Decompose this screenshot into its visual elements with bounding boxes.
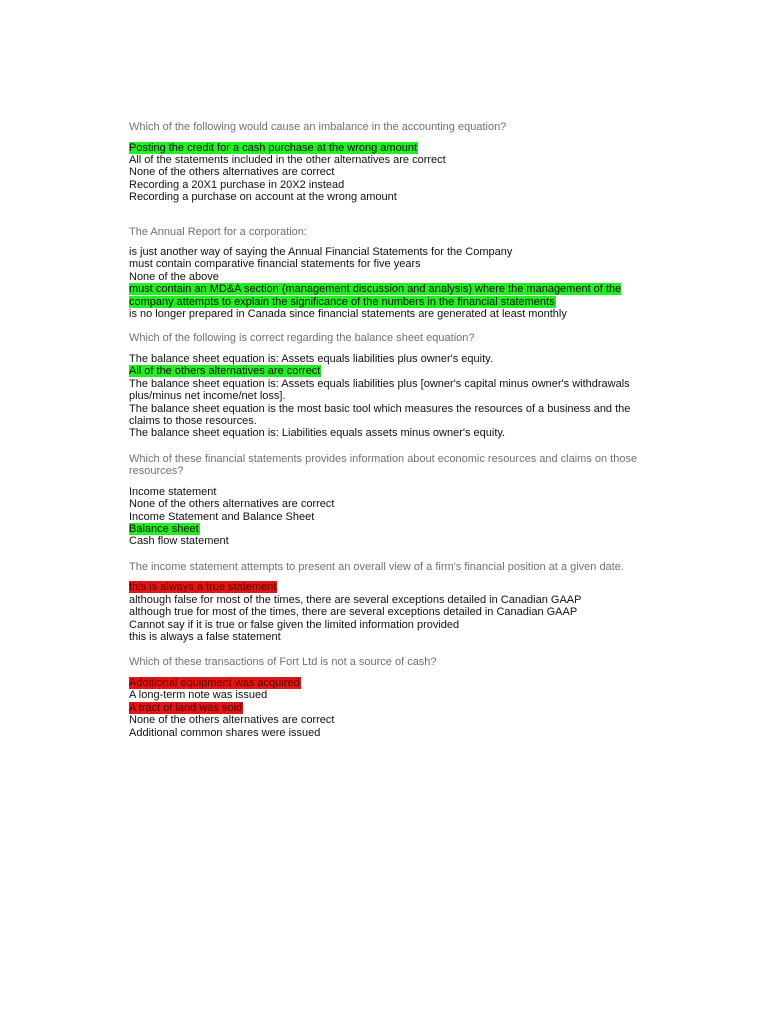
answer-text: Additional common shares were issued: [129, 726, 321, 739]
answer-option: [129, 166, 639, 178]
answer-list: [129, 581, 639, 643]
answer-option: [129, 246, 639, 258]
question-block-1: [129, 121, 639, 204]
answer-text: The balance sheet equation is: Assets equals liabilities plus owner's equity.: [129, 352, 493, 365]
answer-option: [129, 403, 639, 428]
answer-text: this is always a false statement: [129, 630, 281, 643]
question-text: Which of the following would cause an imbalance in the accounting equation?: [129, 121, 507, 133]
answer-text: Cash flow statement: [129, 535, 229, 548]
answer-text: A tract of land was sold: [129, 701, 243, 714]
question-text: Which of these financial statements provides information about economic resources and claims on those resources?: [129, 452, 638, 478]
answer-option: [129, 535, 639, 547]
answer-option: [129, 486, 639, 498]
answer-option: [129, 619, 639, 631]
answer-option: [129, 271, 639, 283]
answer-option: [129, 427, 639, 439]
question-text: Which of these transactions of Fort Ltd is not a source of cash?: [129, 656, 437, 669]
answer-text: must contain an MD&A section (management discussion and analysis) where the management of the company attempts to explain the significance of the numbers in the financial statements: [129, 283, 622, 308]
answer-list: [129, 486, 639, 548]
answer-option: [129, 606, 639, 618]
answer-text: Recording a purchase on account at the wrong amount: [129, 191, 397, 204]
answer-option: [129, 191, 639, 203]
answer-text: Balance sheet: [129, 523, 199, 536]
question-block-3: [129, 332, 639, 439]
answer-text: is no longer prepared in Canada since financial statements are generated at least monthly: [129, 308, 567, 321]
answer-list: [129, 677, 639, 739]
answer-text: All of the others alternatives are correct: [129, 365, 321, 378]
question-text: The income statement attempts to present an overall view of a firm's financial position at a given date.: [129, 560, 624, 573]
answer-option: [129, 258, 639, 270]
answer-text: All of the statements included in the other alternatives are correct: [129, 153, 446, 166]
answer-text: Recording a 20X1 purchase in 20X2 instead: [129, 178, 345, 191]
quiz-document: [129, 121, 639, 739]
answer-text: Cannot say if it is true or false given the limited information provided: [129, 618, 460, 631]
question-text: Which of the following is correct regarding the balance sheet equation?: [129, 332, 475, 345]
answer-option: [129, 702, 639, 714]
answer-text: Income Statement and Balance Sheet: [129, 510, 315, 523]
answer-option: [129, 511, 639, 523]
answer-option: [129, 142, 639, 154]
answer-option: [129, 677, 639, 689]
answer-list: [129, 353, 639, 440]
answer-option: [129, 378, 639, 403]
question-block-4: [129, 453, 639, 548]
answer-option: [129, 689, 639, 701]
answer-text: None of the others alternatives are correct: [129, 166, 335, 179]
answer-text: although false for most of the times, there are several exceptions detailed in Canadian GAAP: [129, 593, 582, 606]
answer-text: although true for most of the times, there are several exceptions detailed in Canadian GAAP: [129, 606, 578, 619]
answer-text: The balance sheet equation is: Liabilities equals assets minus owner's equity.: [129, 427, 506, 440]
answer-option: [129, 498, 639, 510]
answer-option: [129, 283, 639, 308]
question-block-5: [129, 561, 639, 644]
answer-text: The balance sheet equation is: Assets equals liabilities plus [owner's capital minus owner's withdrawals plus/minus net income/net loss].: [129, 377, 630, 403]
answer-text: None of the others alternatives are correct: [129, 498, 335, 511]
answer-option: [129, 594, 639, 606]
answer-text: Posting the credit for a cash purchase at the wrong amount: [129, 141, 417, 154]
answer-option: [129, 631, 639, 643]
answer-text: None of the above: [129, 270, 219, 283]
answer-option: [129, 365, 639, 377]
answer-option: [129, 308, 639, 320]
answer-option: [129, 523, 639, 535]
question-text: The Annual Report for a corporation:: [129, 225, 307, 238]
answer-option: [129, 154, 639, 166]
question-block-2: [129, 226, 639, 321]
answer-text: The balance sheet equation is the most basic tool which measures the resources of a business and the claims to those resources.: [129, 402, 631, 427]
answer-option: [129, 581, 639, 593]
answer-text: is just another way of saying the Annual Financial Statements for the Company: [129, 246, 513, 259]
answer-option: [129, 727, 639, 739]
answer-option: [129, 714, 639, 726]
answer-text: A long-term note was issued: [129, 689, 268, 702]
answer-option: [129, 353, 639, 365]
answer-text: None of the others alternatives are correct: [129, 714, 335, 727]
answer-text: this is always a true statement: [129, 581, 277, 594]
question-block-6: [129, 656, 639, 739]
answer-text: must contain comparative financial statements for five years: [129, 258, 421, 271]
answer-text: Additional equipment was acquired: [129, 676, 300, 689]
answer-option: [129, 179, 639, 191]
answer-text: Income statement: [129, 485, 217, 498]
answer-list: [129, 246, 639, 320]
answer-list: [129, 142, 639, 204]
